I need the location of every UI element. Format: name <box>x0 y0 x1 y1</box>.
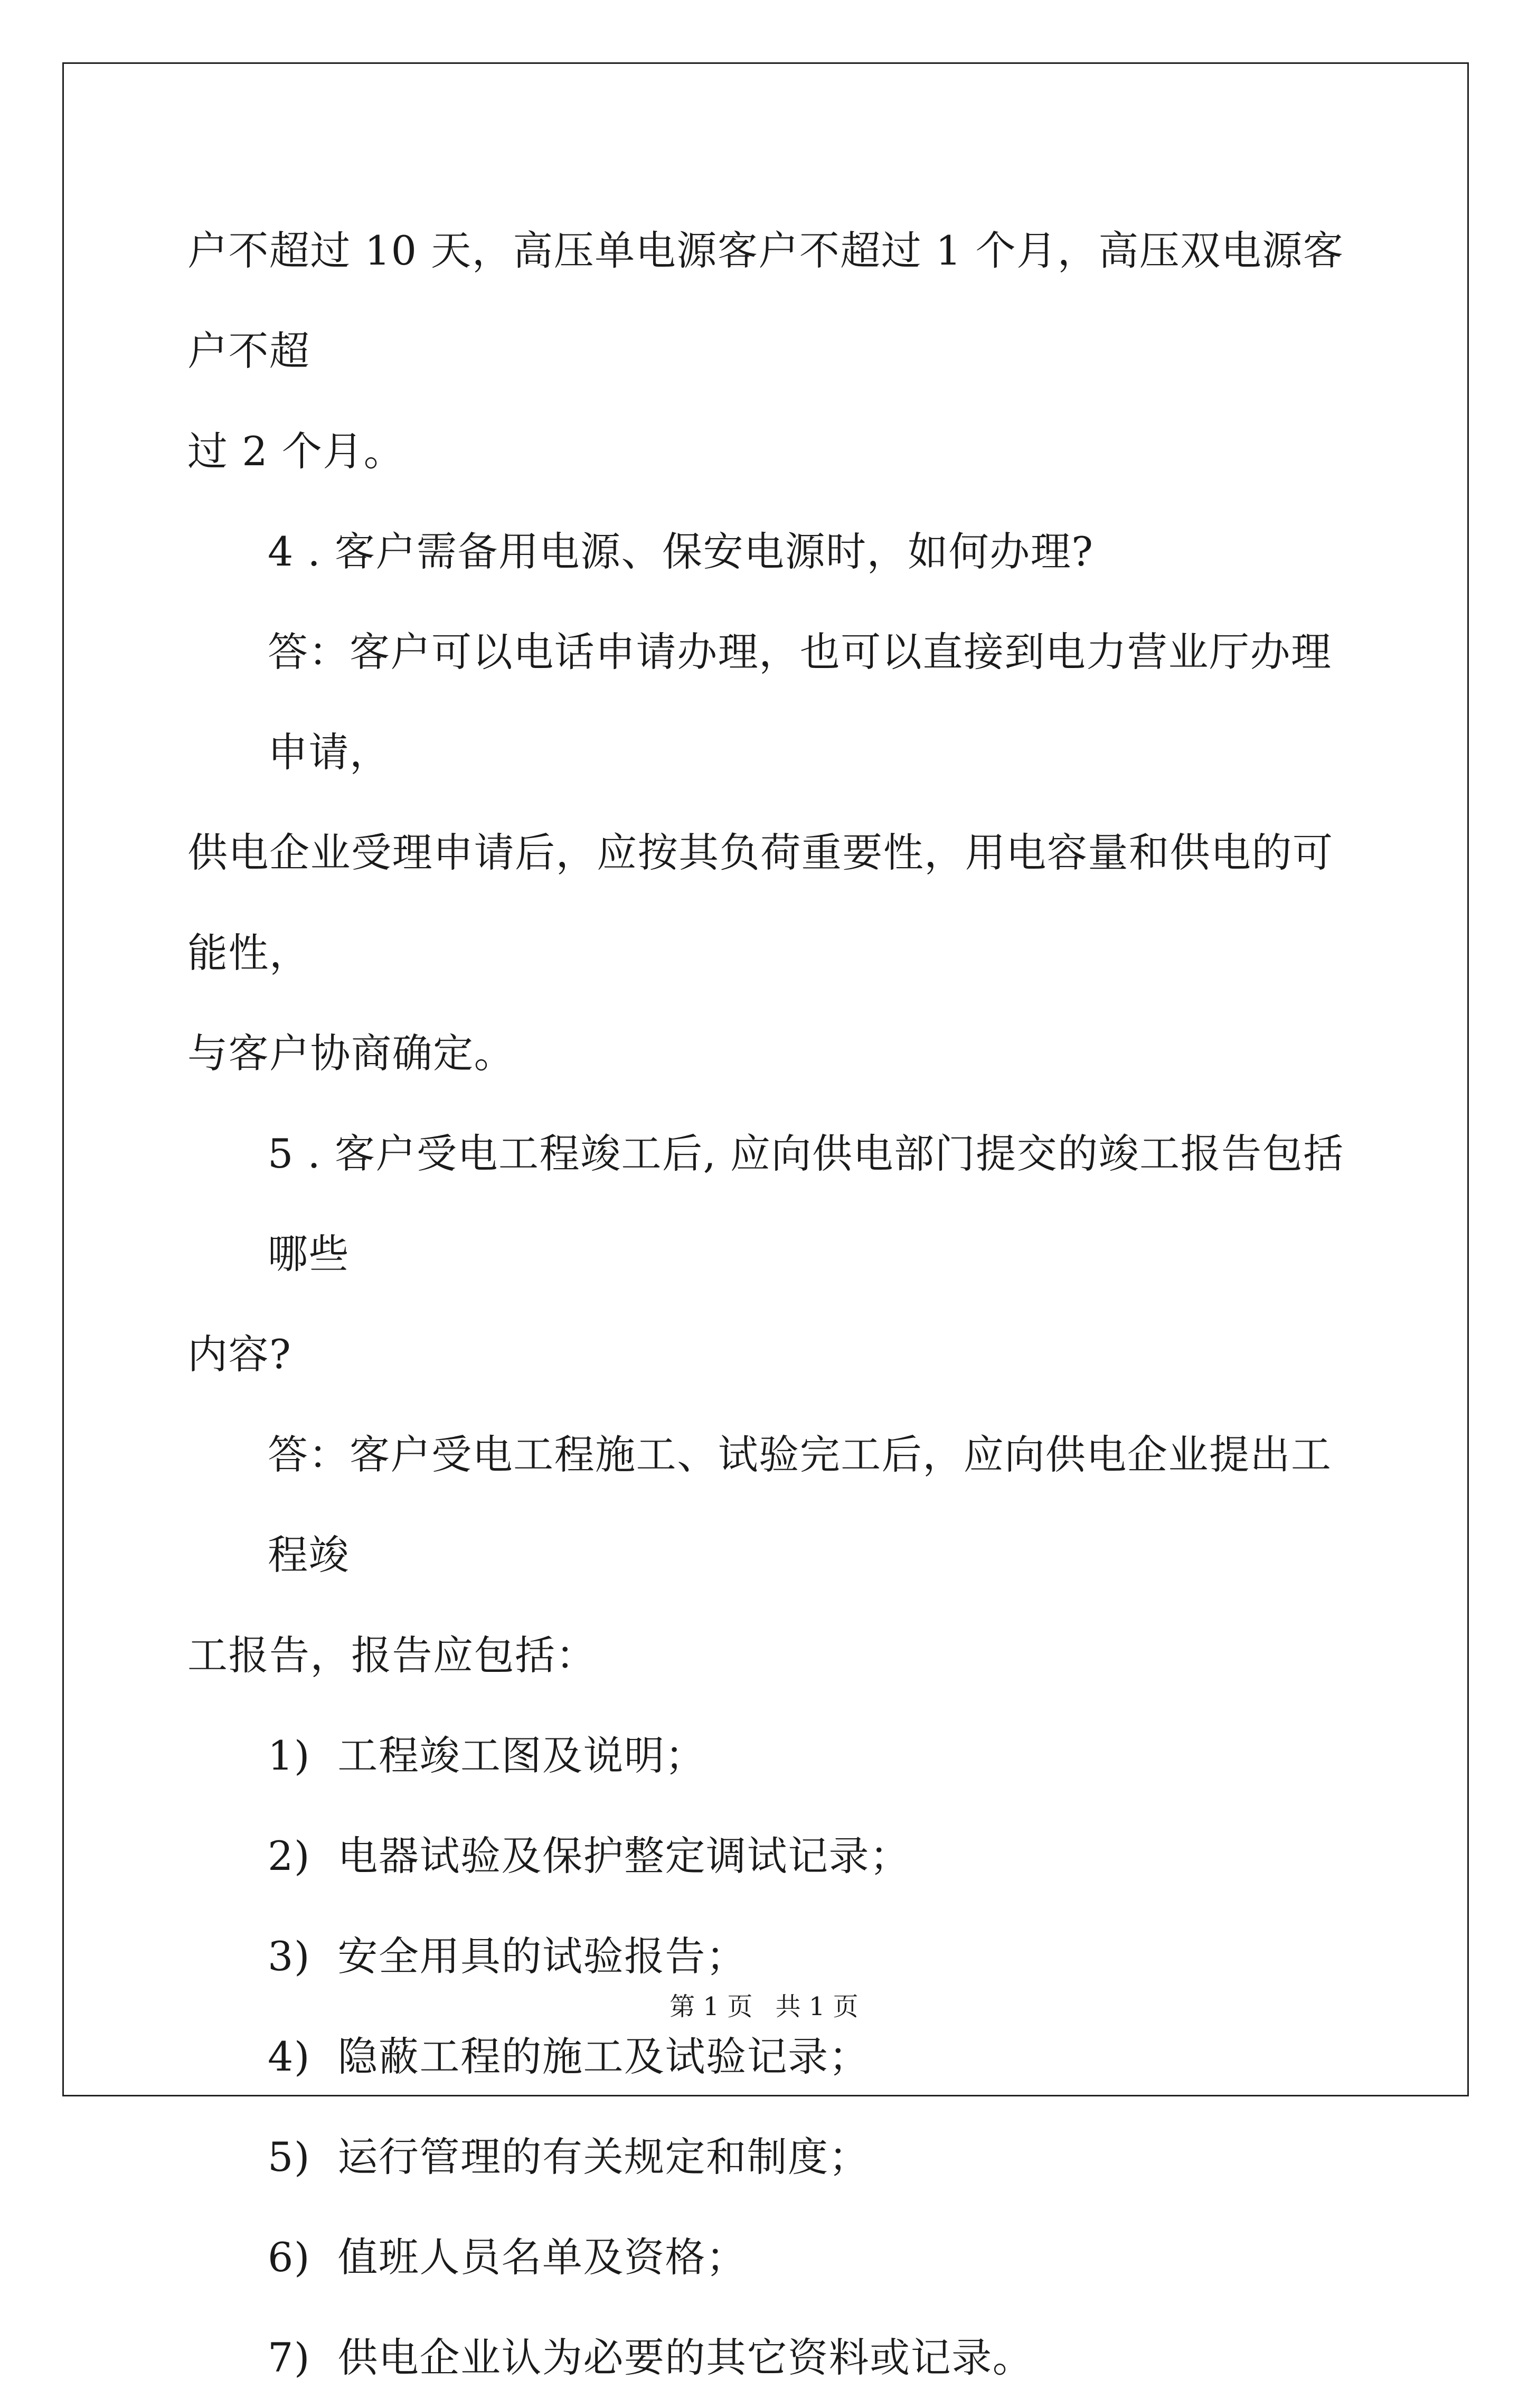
text-line-2: 过 2 个月。 <box>187 428 405 475</box>
answer-4-line-2: 供电企业受理申请后，应按其负荷重要性，用电容量和供电的可能性， <box>187 829 1334 976</box>
text-line-1: 户不超过 10 天，高压单电源客户不超过 1 个月，高压双电源客户不超 <box>187 227 1344 374</box>
page-number-total: 共 1 页 <box>775 1992 859 2021</box>
answer-5-line-2: 工报告，报告应包括： <box>187 1632 597 1679</box>
list-item-3: 3) 安全用具的试验报告； <box>268 1933 747 1980</box>
question-5-line-2: 内容? <box>187 1331 292 1378</box>
page-footer <box>0 1991 1528 2023</box>
list-item-2: 2) 电器试验及保护整定调试记录； <box>268 1832 911 1879</box>
list-item-6: 6) 值班人员名单及资格； <box>268 2234 747 2281</box>
list-item-4: 4) 隐蔽工程的施工及试验记录； <box>268 2033 870 2080</box>
list-item-7: 7) 供电企业认为必要的其它资料或记录。 <box>268 2334 1034 2381</box>
question-4: 4 . 客户需备用电源、保安电源时，如何办理? <box>268 528 1094 575</box>
answer-4-line-3: 与客户协商确定。 <box>187 1030 515 1077</box>
answer-4-line-1: 答：客户可以电话申请办理，也可以直接到电力营业厅办理申请， <box>268 628 1332 776</box>
list-item-1: 1) 工程竣工图及说明； <box>268 1732 706 1779</box>
question-5-line-1: 5 . 客户受电工程竣工后, 应向供电部门提交的竣工报告包括哪些 <box>268 1130 1344 1277</box>
list-item-5: 5) 运行管理的有关规定和制度； <box>268 2133 870 2180</box>
page-number-current: 第 1 页 <box>669 1992 753 2021</box>
answer-5-line-1: 答：客户受电工程施工、试验完工后，应向供电企业提出工程竣 <box>268 1431 1332 1578</box>
document-body <box>187 201 1349 2408</box>
